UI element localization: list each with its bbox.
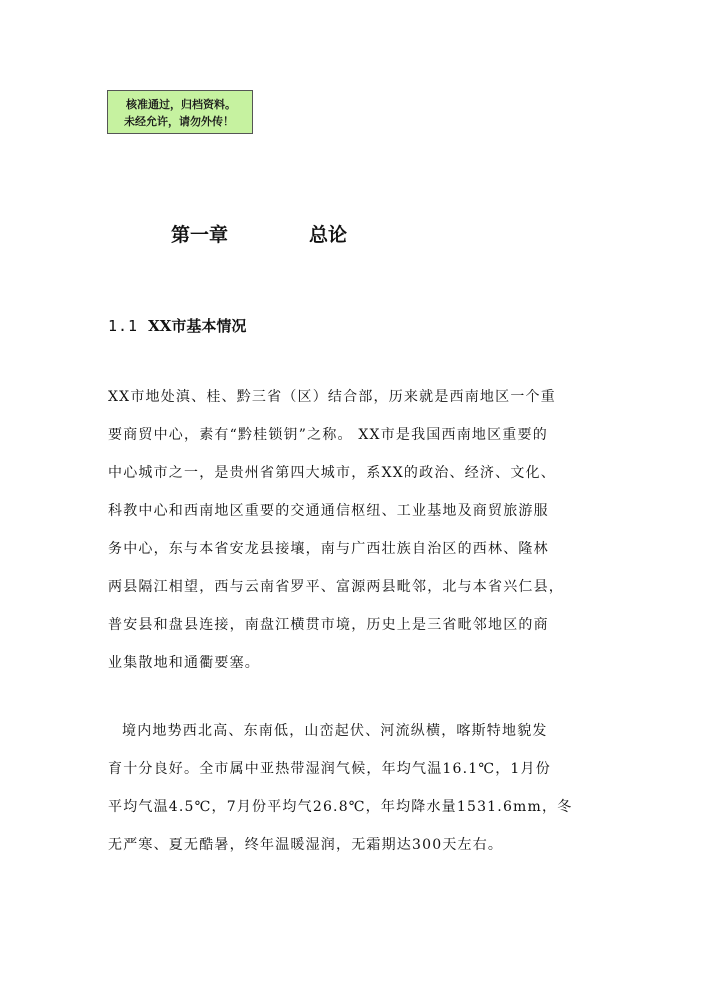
paragraph-line: 务中心，东与本省安龙县接壤，南与广西壮族自治区的西林、隆林 — [108, 541, 549, 557]
stamp-line-1: 核准通过，归档资料。 — [126, 98, 236, 111]
chapter-heading — [0, 218, 703, 248]
section-heading — [108, 315, 246, 336]
paragraph-line: 普安县和盘县连接，南盘江横贯市境，历史上是三省毗邻地区的商 — [108, 617, 549, 633]
paragraph-line: 科教中心和西南地区重要的交通通信枢纽、工业基地及商贸旅游服 — [108, 503, 549, 519]
paragraph-line: 无严寒、夏无酷暑，终年温暖湿润，无霜期达300天左右。 — [108, 837, 504, 853]
chapter-title: 总论 — [309, 224, 348, 246]
paragraph-line: 要商贸中心，素有“黔桂锁钥”之称。 XX市是我国西南地区重要的 — [108, 427, 548, 443]
stamp-line-2: 未经允许，请勿外传！ — [124, 115, 234, 128]
approval-stamp — [107, 90, 253, 134]
paragraph-line: 中心城市之一，是贵州省第四大城市，系XX的政治、经济、文化、 — [108, 465, 556, 481]
paragraph-line: 平均气温4.5℃，7月份平均气26.8℃，年均降水量1531.6mm，冬 — [108, 799, 573, 815]
paragraph-line: 业集散地和通衢要塞。 — [108, 655, 260, 671]
section-number: 1.1 — [108, 317, 139, 335]
paragraph-location — [108, 378, 606, 682]
paragraph-climate — [108, 712, 606, 864]
section-title: XX市基本情况 — [148, 317, 247, 335]
chapter-number: 第一章 — [171, 224, 229, 246]
paragraph-line: XX市地处滇、桂、黔三省（区）结合部，历来就是西南地区一个重 — [108, 389, 556, 405]
paragraph-line: 境内地势西北高、东南低，山峦起伏、河流纵横，喀斯特地貌发 — [122, 723, 548, 739]
paragraph-line: 两县隔江相望，西与云南省罗平、富源两县毗邻，北与本省兴仁县， — [108, 579, 564, 595]
paragraph-line: 育十分良好。全市属中亚热带湿润气候，年均气温16.1℃，1月份 — [108, 761, 551, 777]
